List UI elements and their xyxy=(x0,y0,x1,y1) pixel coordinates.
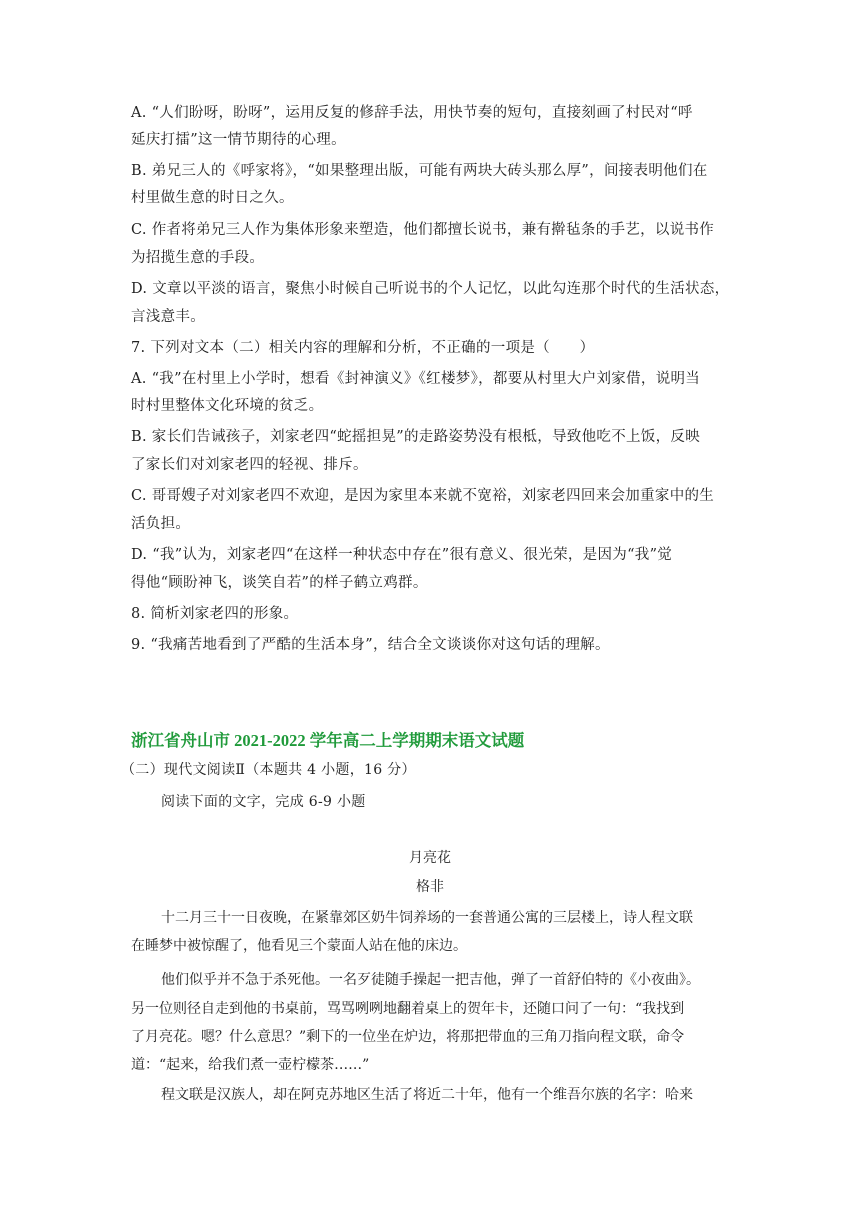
q7-emphasis-char: 确 xyxy=(461,340,476,356)
q7-emphasis-char: 不 xyxy=(431,340,447,356)
paragraph-2-line: 了月亮花。嗯？什么意思？”剩下的一位坐在炉边，将那把带血的三角刀指向程文联，命令 xyxy=(131,1029,685,1045)
q7-option-b-line1: B. 家长们告诫孩子，刘家老四“蛇摇担晃”的走路姿势没有根柢，导致他吃不上饭，反映 xyxy=(131,429,700,445)
q7-option-a-line2: 时村里整体文化环境的贫乏。 xyxy=(131,398,324,414)
paragraph-3-line: 程文联是汉族人，却在阿克苏地区生活了将近二十年，他有一个维吾尔族的名字：哈来 xyxy=(161,1087,693,1103)
q7-option-a-line1: A. “我”在村里上小学时，想看《封神演义》《红楼梦》，都要从村里大户刘家借，说明当 xyxy=(131,371,701,387)
q6-option-d-line1: D. 文章以平淡的语言，聚焦小时候自己听说书的个人记忆，以此勾连那个时代的生活状态， xyxy=(131,281,730,297)
q8-question: 8. 简析刘家老四的形象。 xyxy=(131,606,299,622)
q6-option-a-line2: 延庆打擂”这一情节期待的心理。 xyxy=(131,132,346,148)
q7-option-b-line2: 了家长们对刘家老四的轻视、排斥。 xyxy=(131,457,368,473)
q7-stem-suffix: 的一项是（ ） xyxy=(475,340,595,356)
section-title: 浙江省舟山市 2021-2022 学年高二上学期期末语文试题 xyxy=(131,731,525,750)
q7-option-d-line2: 得他“顾盼神飞，谈笑自若”的样子鹤立鸡群。 xyxy=(131,575,428,591)
q7-stem xyxy=(131,335,731,362)
q6-option-b-line1: B. 弟兄三人的《呼家将》，“如果整理出版，可能有两块大砖头那么厚”，间接表明他们在 xyxy=(131,163,708,179)
q7-option-c-line1: C. 哥哥嫂子对刘家老四不欢迎，是因为家里本来就不宽裕，刘家老四回来会加重家中的生 xyxy=(131,488,715,504)
article-author: 格非 xyxy=(416,879,444,895)
paragraph-1-line: 在睡梦中被惊醒了，他看见三个蒙面人站在他的床边。 xyxy=(131,938,467,954)
paragraph-1-line: 十二月三十一日夜晚，在紧靠郊区奶牛饲养场的一套普通公寓的三层楼上，诗人程文联 xyxy=(161,910,693,926)
q7-option-d-line1: D. “我”认为，刘家老四“在这样一种状态中存在”很有意义、很光荣，是因为“我”觉 xyxy=(131,547,673,563)
paragraph-2-line: 另一位则径自走到他的书桌前，骂骂咧咧地翻着桌上的贺年卡，还随口问了一句：“我找到 xyxy=(131,1001,685,1017)
q6-option-b-line2: 村里做生意的时日之久。 xyxy=(131,190,294,206)
article-title: 月亮花 xyxy=(409,850,451,866)
section-subtitle: （二）现代文阅读Ⅱ（本题共 4 小题，16 分） xyxy=(121,762,416,778)
paragraph-2-line: 他们似乎并不急于杀死他。一名歹徒随手操起一把吉他，弹了一首舒伯特的《小夜曲》。 xyxy=(161,972,700,988)
paragraph-2-line: 道：“起来，给我们煮一壶柠檬茶……” xyxy=(131,1057,370,1073)
q7-stem-prefix: 7. 下列对文本（二）相关内容的理解和分析， xyxy=(131,340,432,356)
q6-option-c-line1: C. 作者将弟兄三人作为集体形象来塑造，他们都擅长说书，兼有擀毡条的手艺，以说书作 xyxy=(131,222,715,238)
q6-option-c-line2: 为招揽生意的手段。 xyxy=(131,250,265,266)
q7-option-c-line2: 活负担。 xyxy=(131,516,191,532)
reading-instruction: 阅读下面的文字，完成 6-9 小题 xyxy=(161,794,366,810)
q7-emphasis-char: 正 xyxy=(446,340,462,356)
q9-question: 9. “我痛苦地看到了严酷的生活本身”，结合全文谈谈你对这句话的理解。 xyxy=(131,637,610,653)
q6-option-d-line2: 言浅意丰。 xyxy=(131,309,205,325)
q6-option-a-line1: A. “人们盼呀，盼呀”，运用反复的修辞手法，用快节奏的短句，直接刻画了村民对“呼 xyxy=(131,105,693,121)
